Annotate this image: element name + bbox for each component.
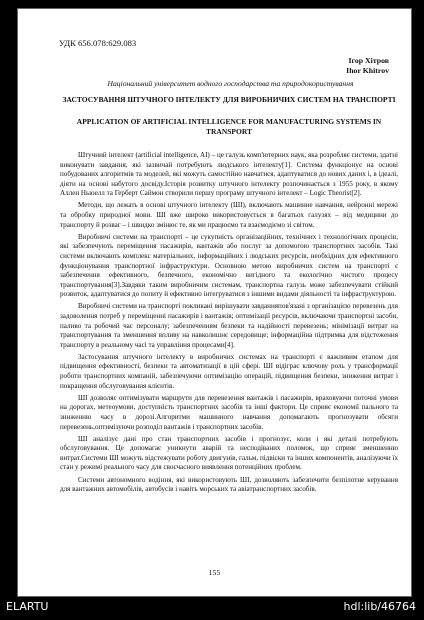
udk-code: УДК 656.078:629.083 xyxy=(59,38,137,48)
paragraph: ШІ дозволяє оптимізувати маршрути для перевезення вантажів і пасажирів, враховуючи поточні умови на дорогах, метеоумови, доступність транспортних засобів та інші фактори. Це сприяє економії пального та зниженню часу в дорозі.Алгоритми машинного навчання допомагають прогнозувати обсяги перевезень,оптимізуючи розподіл вантажів і транспортних засобів. xyxy=(60,393,398,431)
affiliation: Національний університет водного господарства та природокористування xyxy=(107,79,354,88)
title-english: APPLICATION OF ARTIFICIAL INTELLIGENCE FOR MANUFACTURING SYSTEMS IN TRANSPORT xyxy=(76,117,382,136)
paragraph: Виробничі системи на транспорті – це сукупність організаційних, технічних і технологічних процесів, які забезпечують переміщення пасажирів, вантажів або послуг за допомогою транспортних засобів. Такі системи включають комплекс матеріальних, інформаційних і людських ресурсів, необхідних для ефективного функціонування транспортної інфраструктури. Основною метою виробничих систем на транспорті є забезпечення ефективного, безпечного, економічно вигідного та екологічно чистого процесу транспортування[3].Завдяки таким виробничим системам, транспортна галузь може забезпечувати стійкий розвиток, адаптуватися до попиту й ефективно інтегруватися з іншими видами діяльності та інфраструктурою. xyxy=(60,232,398,299)
title-ukrainian: ЗАСТОСУВАННЯ ШТУЧНОГО ІНТЕЛЕКТУ ДЛЯ ВИРОБНИЧИХ СИСТЕМ НА ТРАНСПОРТІ xyxy=(62,95,396,104)
document-page xyxy=(17,8,412,597)
author-name-en: Ihor Khitrov xyxy=(346,66,389,75)
paragraph: Системи автономного водіння, які використовують ШІ, дозволяють забезпечити безпілотне керування для вантажних автомобілів, автобусів і навіть морських та авіатранспортних засобів. xyxy=(60,475,398,494)
page-number: 155 xyxy=(208,568,221,577)
footer-handle: hdl:lib/46764 xyxy=(343,600,416,613)
paragraph: ШІ аналізує дані про стан транспортних засобів і прогнозує, коли і які деталі потребують обслуговування. Це допомагає уникнути аварій та несподіваних поломок, що сприяє зменшенню витрат.Системи ШІ можуть відстежувати роботу двигунів, гальм, підвіски та інших компонентів, аналізуючи їх стан у режимі реального часу для своєчасного виявлення потенційних проблем. xyxy=(60,434,398,472)
paragraph: Виробничі системи на транспорті покликані вирішувати завданняпов'язані з організацією перевезень для задоволення потреб у переміщенні пасажирів і вантажів; оптимізації ресурсів, включаючи транспортні засоби, паливо та робочий час персоналу; забезпеченням безпеки та надійності перевезень; мінімізації витрат на транспортування та зменшення впливу на навколишнє середовище; інформаційна підтримка для відстеження транспорту в реальному часі та управління процесами[4]. xyxy=(60,302,398,349)
footer-repository-label: ELARTU xyxy=(6,600,49,613)
paragraph: Штучний інтелект (artificial intelligence, AI) – це галузь комп'ютерних наук, яка розробляє системи, здатні виконувати завдання, які зазвичай потребують людського інтелекту[1]. Система функціонує на основі побудованих алгоритмів та моделей, які можуть самостійно навчатися, адаптуватися до нових даних і, в ідеалі, діяти на основі набутого досвіду.Історія розвитку штучного інтелекту розпочинається з 1955 року, в якому Аллен Ньюелл та Герберт Саймон створили першу програму штучного інтелект – Logic Theorist[2]. xyxy=(60,151,398,198)
paragraph: Методи, що лежать в основі штучного інтелекту (ШІ), включають машинне навчання, нейронні мережі та обробку природної мови. ШІ вже широко використовується в багатьох галузях – від медицини до транспорту й розваг – і швидко змінює те, як ми працюємо та взаємодіємо зі світом. xyxy=(60,201,398,229)
author-name-uk: Ігор Хітров xyxy=(348,56,389,65)
paragraph: Застосування штучного інтелекту в виробничих системах на транспорті є важливим етапом для підвищення ефективності, безпеки та автоматизації в цій сфері. ШІ відіграє ключову роль у трансформації роботи транспортних компаній, забезпечуючи оптимізацію операцій, підвищення безпеки, зниження витрат і покращення обслуговування клієнтів. xyxy=(60,352,398,390)
article-body xyxy=(60,151,398,497)
